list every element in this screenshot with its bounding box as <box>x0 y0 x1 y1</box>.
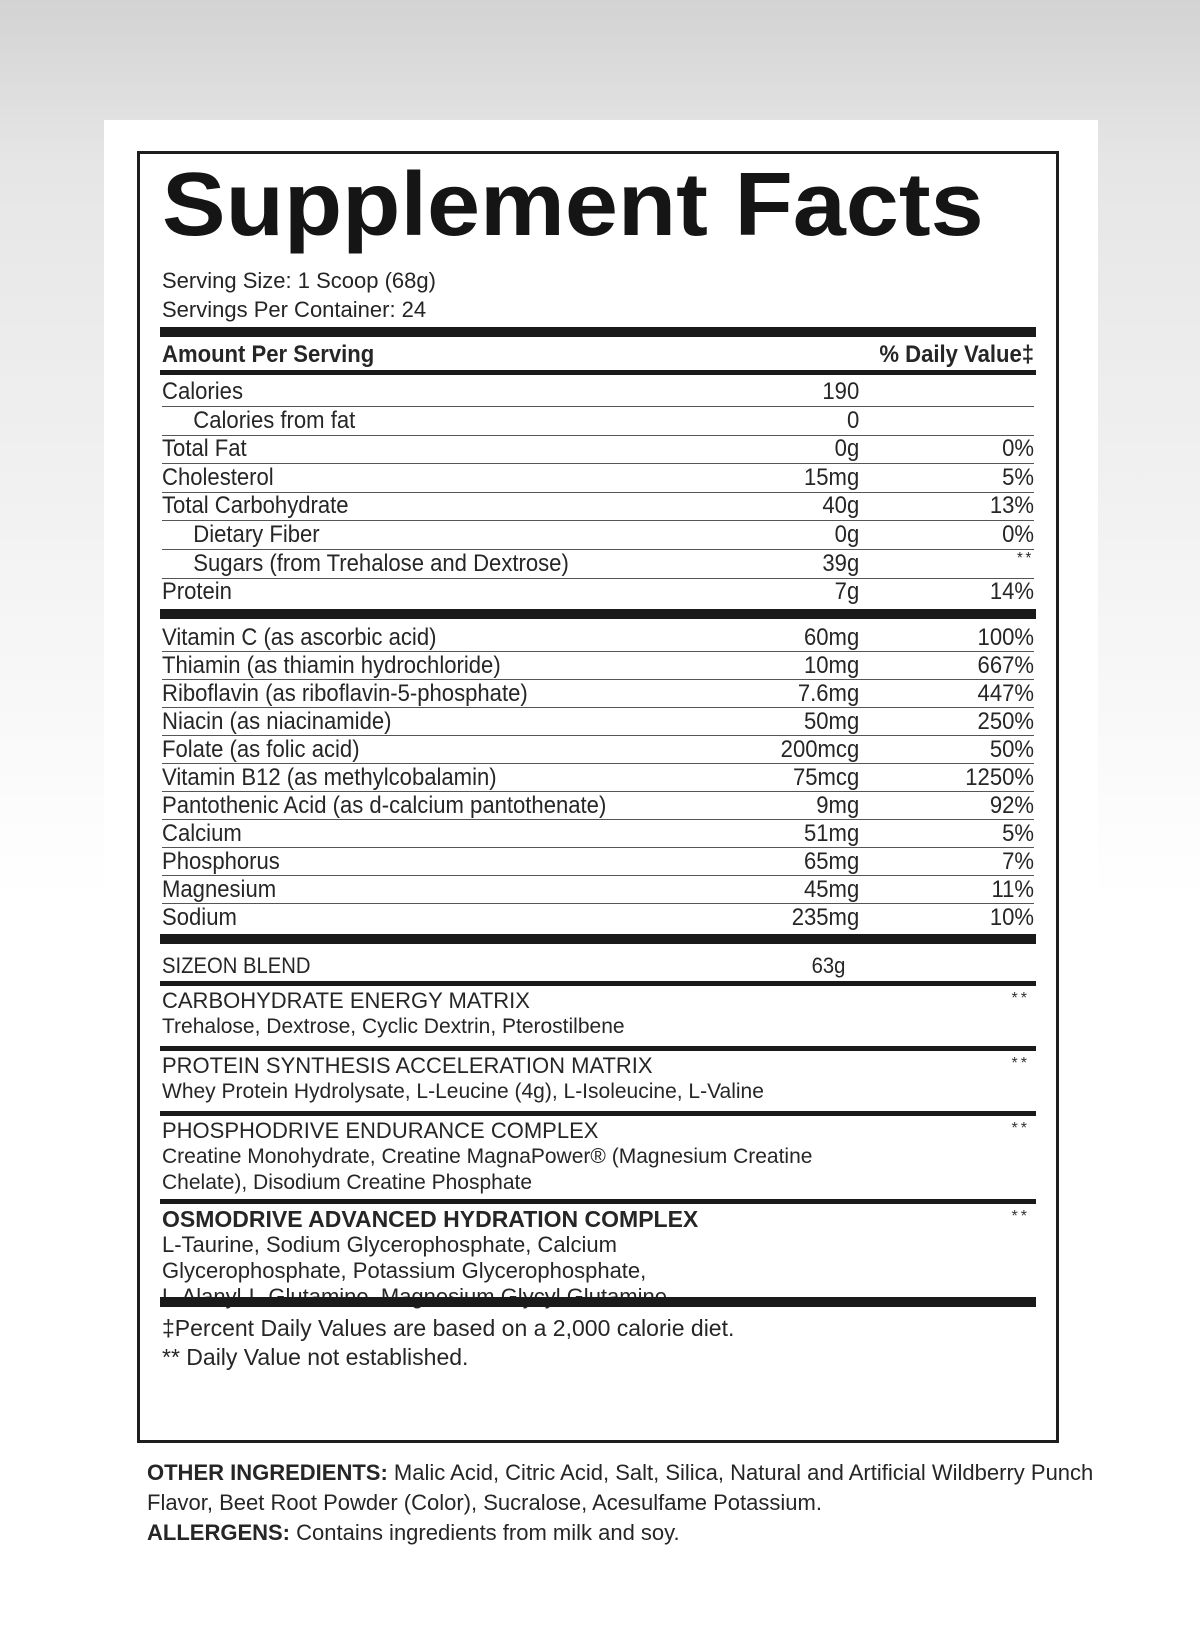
nutrient-amount: 0g <box>834 435 860 463</box>
nutrient-daily-value: 0% <box>1002 521 1035 548</box>
matrix-daily-value: ** <box>1011 1055 1030 1072</box>
matrix-title: CARBOHYDRATE ENERGY MATRIX <box>162 988 530 1013</box>
nutrient-row <box>162 652 1034 680</box>
nutrient-name: Phosphorus <box>162 848 280 875</box>
nutrient-daily-value: 13% <box>989 492 1035 520</box>
nutrient-amount: 190 <box>822 378 860 405</box>
footnote-dv: ‡Percent Daily Values are based on a 2,000 calorie diet. <box>162 1315 735 1341</box>
blend-row <box>162 952 1034 980</box>
nutrient-daily-value: 5% <box>1002 820 1035 847</box>
nutrient-row <box>162 764 1034 792</box>
nutrient-amount: 40g <box>822 492 860 520</box>
nutrient-row <box>162 904 1034 932</box>
nutrient-daily-value: 250% <box>977 708 1035 735</box>
nutrient-row <box>162 848 1034 876</box>
nutrient-name: Vitamin B12 (as methylcobalamin) <box>162 764 497 791</box>
other-ingredients <box>147 1458 1107 1518</box>
blend-amount: 63g <box>811 953 846 978</box>
matrix-ingredients: Whey Protein Hydrolysate, L-Leucine (4g), L-Isoleucine, L-Valine <box>162 1080 764 1103</box>
thick-divider <box>160 327 1036 337</box>
allergens-label: ALLERGENS: <box>147 1520 290 1545</box>
nutrient-name: Dietary Fiber <box>193 521 320 548</box>
nutrient-amount: 9mg <box>816 792 860 819</box>
nutrient-name: Riboflavin (as riboflavin-5-phosphate) <box>162 680 528 707</box>
nutrient-daily-value: 100% <box>977 624 1035 651</box>
nutrient-amount: 65mg <box>803 848 860 875</box>
nutrient-amount: 75mcg <box>792 764 860 791</box>
nutrient-name: Calories <box>162 378 243 405</box>
nutrient-row <box>162 680 1034 708</box>
nutrient-daily-value: 7% <box>1002 848 1035 875</box>
matrix-title: OSMODRIVE ADVANCED HYDRATION COMPLEX <box>162 1206 699 1232</box>
nutrient-amount: 51mg <box>803 820 860 847</box>
blend-divider <box>160 1046 1036 1051</box>
nutrient-name: Thiamin (as thiamin hydrochloride) <box>162 652 501 679</box>
amount-per-serving-label: Amount Per Serving <box>162 341 375 368</box>
nutrient-amount: 60mg <box>803 624 860 651</box>
nutrient-daily-value: 92% <box>989 792 1035 819</box>
matrix-ingredients: Creatine Monohydrate, Creatine MagnaPower® (Magnesium Creatine <box>162 1145 813 1168</box>
nutrient-row <box>162 736 1034 764</box>
other-ingredients-label: OTHER INGREDIENTS: <box>147 1460 388 1485</box>
matrix-daily-value: ** <box>1011 990 1030 1007</box>
matrix-ingredients: Glycerophosphate, Potassium Glycerophosphate, <box>162 1258 647 1283</box>
matrix-daily-value: ** <box>1011 1208 1030 1225</box>
nutrient-row <box>162 521 1034 549</box>
medium-divider <box>160 370 1036 375</box>
nutrient-name: Sugars (from Trehalose and Dextrose) <box>193 549 569 577</box>
blend-name: SIZEON BLEND <box>162 953 311 978</box>
footnote-not-established: ** Daily Value not established. <box>162 1344 469 1370</box>
nutrient-row <box>162 578 1034 606</box>
nutrient-daily-value: 1250% <box>965 764 1035 791</box>
nutrient-row <box>162 708 1034 736</box>
nutrient-row <box>162 876 1034 904</box>
nutrient-name: Niacin (as niacinamide) <box>162 708 392 735</box>
nutrient-amount: 45mg <box>803 876 860 903</box>
nutrient-amount: 0 <box>846 406 860 434</box>
nutrient-amount: 0g <box>834 521 860 548</box>
nutrient-name: Magnesium <box>162 876 277 903</box>
allergens-text: Contains ingredients from milk and soy. <box>290 1520 680 1545</box>
nutrient-name: Calcium <box>162 820 242 847</box>
nutrient-amount: 15mg <box>803 463 860 491</box>
nutrient-row <box>162 435 1034 463</box>
blend-divider <box>160 1111 1036 1116</box>
nutrient-row <box>162 792 1034 820</box>
thick-divider <box>160 934 1036 944</box>
serving-info <box>162 266 436 324</box>
supplement-facts-panel <box>137 151 1059 1443</box>
nutrient-daily-value: 50% <box>989 736 1035 763</box>
nutrient-daily-value: 5% <box>1002 463 1035 491</box>
nutrient-name: Calories from fat <box>193 406 356 434</box>
nutrient-row <box>162 492 1034 520</box>
nutrient-amount: 10mg <box>803 652 860 679</box>
other-ingredients-section <box>147 1458 1107 1548</box>
nutrient-name: Protein <box>162 578 232 606</box>
matrix-title: PROTEIN SYNTHESIS ACCELERATION MATRIX <box>162 1053 653 1078</box>
nutrient-row <box>162 464 1034 492</box>
nutrient-row <box>162 378 1034 406</box>
nutrient-amount: 235mg <box>791 904 860 931</box>
blend-divider <box>160 1199 1036 1204</box>
matrix-daily-value: ** <box>1011 1120 1030 1137</box>
matrix-ingredients: Chelate), Disodium Creatine Phosphate <box>162 1171 533 1194</box>
nutrient-amount: 7.6mg <box>797 680 860 707</box>
nutrient-daily-value: 14% <box>989 578 1035 606</box>
nutrient-row <box>162 820 1034 848</box>
panel-title: Supplement Facts <box>162 155 984 255</box>
nutrient-row <box>162 624 1034 652</box>
nutrient-row <box>162 550 1034 578</box>
nutrient-name: Pantothenic Acid (as d-calcium pantothenate) <box>162 792 607 819</box>
matrix-title: PHOSPHODRIVE ENDURANCE COMPLEX <box>162 1118 599 1143</box>
nutrient-daily-value: 11% <box>991 876 1035 903</box>
footnotes <box>162 1314 734 1372</box>
nutrient-amount: 50mg <box>803 708 860 735</box>
nutrient-amount: 7g <box>834 578 860 606</box>
servings-per-container: Servings Per Container: 24 <box>162 297 427 322</box>
nutrient-name: Cholesterol <box>162 463 274 491</box>
nutrient-name: Vitamin C (as ascorbic acid) <box>162 624 437 651</box>
nutrient-daily-value: 0% <box>1002 435 1035 463</box>
thick-divider <box>160 609 1036 619</box>
nutrient-name: Folate (as folic acid) <box>162 736 360 763</box>
nutrient-name: Total Carbohydrate <box>162 492 349 520</box>
other-ingredients-text: Malic Acid, Citric Acid, Salt, Silica, Natural and Artificial Wildberry Punch Flavor, Beet Root Powder (Color), Sucralose, Acesulfame Potassium. <box>147 1460 1094 1515</box>
daily-value-label: % Daily Value‡ <box>879 341 1035 368</box>
nutrient-daily-value: 10% <box>989 904 1035 931</box>
nutrient-daily-value: 447% <box>977 680 1035 707</box>
nutrient-daily-value: ** <box>1017 549 1035 567</box>
nutrient-name: Total Fat <box>162 435 247 463</box>
header-row <box>162 341 1034 369</box>
serving-size: Serving Size: 1 Scoop (68g) <box>162 268 436 293</box>
nutrient-daily-value: 667% <box>977 652 1035 679</box>
nutrient-name: Sodium <box>162 904 237 931</box>
matrix-ingredients: Trehalose, Dextrose, Cyclic Dextrin, Pterostilbene <box>162 1015 625 1038</box>
allergens <box>147 1518 1107 1548</box>
nutrient-amount: 200mcg <box>780 736 860 763</box>
blend-divider <box>160 981 1036 986</box>
nutrient-amount: 39g <box>822 549 860 577</box>
thick-divider <box>160 1297 1036 1307</box>
nutrient-row <box>162 407 1034 435</box>
matrix-ingredients: L-Taurine, Sodium Glycerophosphate, Calcium <box>162 1232 617 1257</box>
